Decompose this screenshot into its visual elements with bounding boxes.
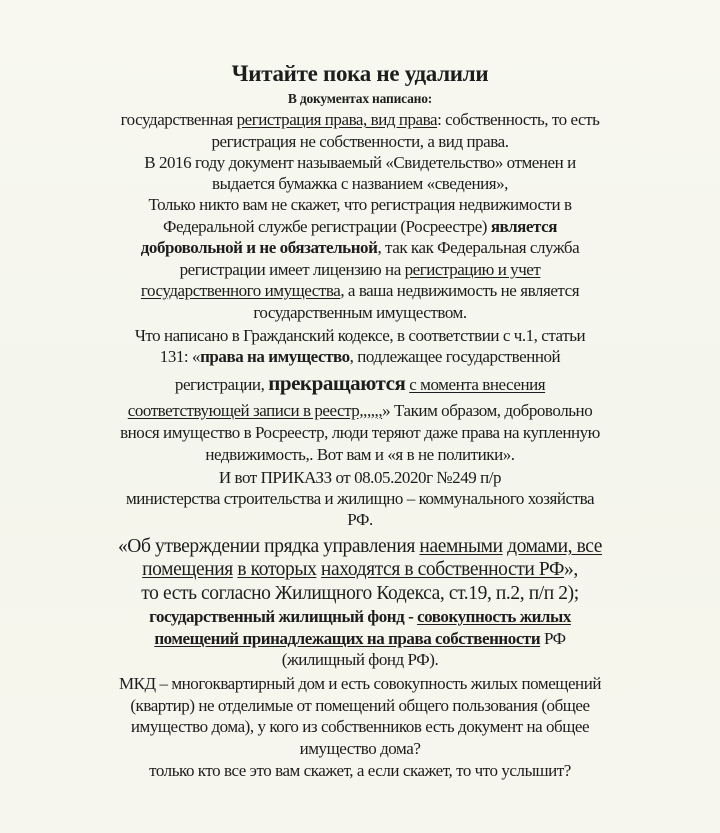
underlined-text: домами, все bbox=[507, 536, 603, 557]
text-segment: И вот ПРИКАЗЗ от 08.05.2020г №249 п/р bbox=[218, 468, 502, 487]
text-line bbox=[40, 260, 680, 280]
text-segment: имущество дома), у кого из собственников есть документ на общее bbox=[130, 717, 590, 736]
text-line bbox=[40, 761, 680, 781]
text-segment: , а ваша недвижимость не является bbox=[340, 281, 580, 300]
text-segment: имущество дома? bbox=[299, 739, 421, 758]
bold-text: права на имущество bbox=[200, 347, 350, 366]
text-line bbox=[40, 110, 680, 130]
text-segment: (квартир) не отделимые от помещений общего пользования (общее bbox=[130, 696, 590, 715]
underlined-text: наемными bbox=[419, 536, 503, 557]
text-segment: РФ. bbox=[347, 510, 373, 529]
text-line bbox=[40, 153, 680, 173]
text-line bbox=[40, 303, 680, 323]
text-line bbox=[40, 739, 680, 759]
text-segment: только кто все это вам скажет, а если скажет, то что услышит? bbox=[149, 761, 571, 780]
text-line bbox=[40, 401, 680, 421]
text-segment: » Таким образом, добровольно bbox=[382, 401, 593, 420]
text-segment: Федеральной службе регистрации (Росреестре) bbox=[163, 217, 491, 236]
text-line bbox=[40, 217, 680, 237]
text-segment: государственная bbox=[120, 110, 237, 129]
text-segment: РФ bbox=[540, 629, 566, 648]
text-line bbox=[40, 445, 680, 465]
underlined-text: находятся в собственности РФ bbox=[320, 559, 565, 580]
text-line bbox=[40, 174, 680, 194]
text-segment: В 2016 году документ называемый «Свидетельство» отменен и bbox=[144, 153, 576, 172]
text-line bbox=[40, 238, 680, 258]
text-segment: недвижимость,. Вот вам и «я в не политики». bbox=[205, 445, 515, 464]
text-segment: 131: « bbox=[159, 347, 201, 366]
underlined-text: регистрацию и учет bbox=[404, 260, 541, 279]
underlined-text: совокупность жилых bbox=[417, 607, 571, 626]
underlined-text: соответствующей записи в реестр,,,,,, bbox=[127, 401, 383, 420]
text-line bbox=[40, 607, 680, 627]
text-segment: государственным имуществом. bbox=[253, 303, 467, 322]
underlined-text: помещений принадлежащих на права собственности bbox=[154, 629, 541, 648]
text-segment: , подлежащее государственной bbox=[349, 347, 561, 366]
text-line bbox=[40, 347, 680, 367]
text-line bbox=[40, 696, 680, 716]
text-line bbox=[40, 510, 680, 530]
text-segment: , так как Федеральная служба bbox=[377, 238, 580, 257]
bold-text: прекращаются bbox=[268, 371, 406, 395]
text-segment: министерства строительства и жилищно – коммунального хозяйства bbox=[125, 489, 595, 508]
text-line bbox=[40, 423, 680, 443]
text-line bbox=[40, 717, 680, 737]
document-title: Читайте пока не удалили bbox=[231, 61, 489, 86]
text-segment: регистрация не собственности, а вид права. bbox=[211, 132, 509, 151]
text-segment: Что написано в Гражданский кодексе, в соответствии с ч.1, статьи bbox=[134, 326, 586, 345]
text-line bbox=[40, 536, 680, 558]
text-segment: то есть согласно Жилищного Кодекса, ст.19, п.2, п/п 2); bbox=[141, 583, 579, 604]
text-segment: : собственность, то есть bbox=[437, 110, 600, 129]
text-line bbox=[40, 195, 680, 215]
text-segment: МКД – многоквартирный дом и есть совокупность жилых помещений bbox=[119, 674, 601, 693]
text-segment: Только никто вам не скажет, что регистрация недвижимости в bbox=[148, 195, 572, 214]
bold-text: добровольной и не обязательной bbox=[140, 238, 378, 257]
text-segment: », bbox=[564, 559, 578, 580]
text-line bbox=[40, 629, 680, 649]
bold-text: является bbox=[490, 217, 557, 236]
text-line bbox=[40, 650, 680, 670]
bold-text: государственный жилищный фонд - bbox=[149, 607, 418, 626]
underlined-text: помещения bbox=[142, 559, 233, 580]
document-subtitle: В документах написано: bbox=[287, 91, 433, 106]
text-line bbox=[40, 674, 680, 694]
text-line bbox=[40, 373, 680, 395]
underlined-text: регистрация права, вид права bbox=[236, 110, 438, 129]
text-line bbox=[40, 468, 680, 488]
text-segment: регистрации имеет лицензию на bbox=[179, 260, 405, 279]
text-segment: (жилищный фонд РФ). bbox=[281, 650, 439, 669]
underlined-text: в которых bbox=[237, 559, 317, 580]
text-line bbox=[40, 326, 680, 346]
text-line bbox=[40, 559, 680, 581]
text-line bbox=[40, 583, 680, 605]
text-segment: «Об утверждении прядка управления bbox=[117, 536, 420, 557]
underlined-text: с момента внесения bbox=[409, 375, 546, 394]
text-line bbox=[40, 281, 680, 301]
text-line bbox=[40, 489, 680, 509]
text-segment: выдается бумажка с названием «сведения», bbox=[212, 174, 508, 193]
underlined-text: государственного имущества bbox=[140, 281, 341, 300]
text-line bbox=[40, 132, 680, 152]
text-segment: регистрации, bbox=[174, 375, 269, 394]
text-segment: внося имущество в Росреестр, люди теряют даже права на купленную bbox=[120, 423, 600, 442]
